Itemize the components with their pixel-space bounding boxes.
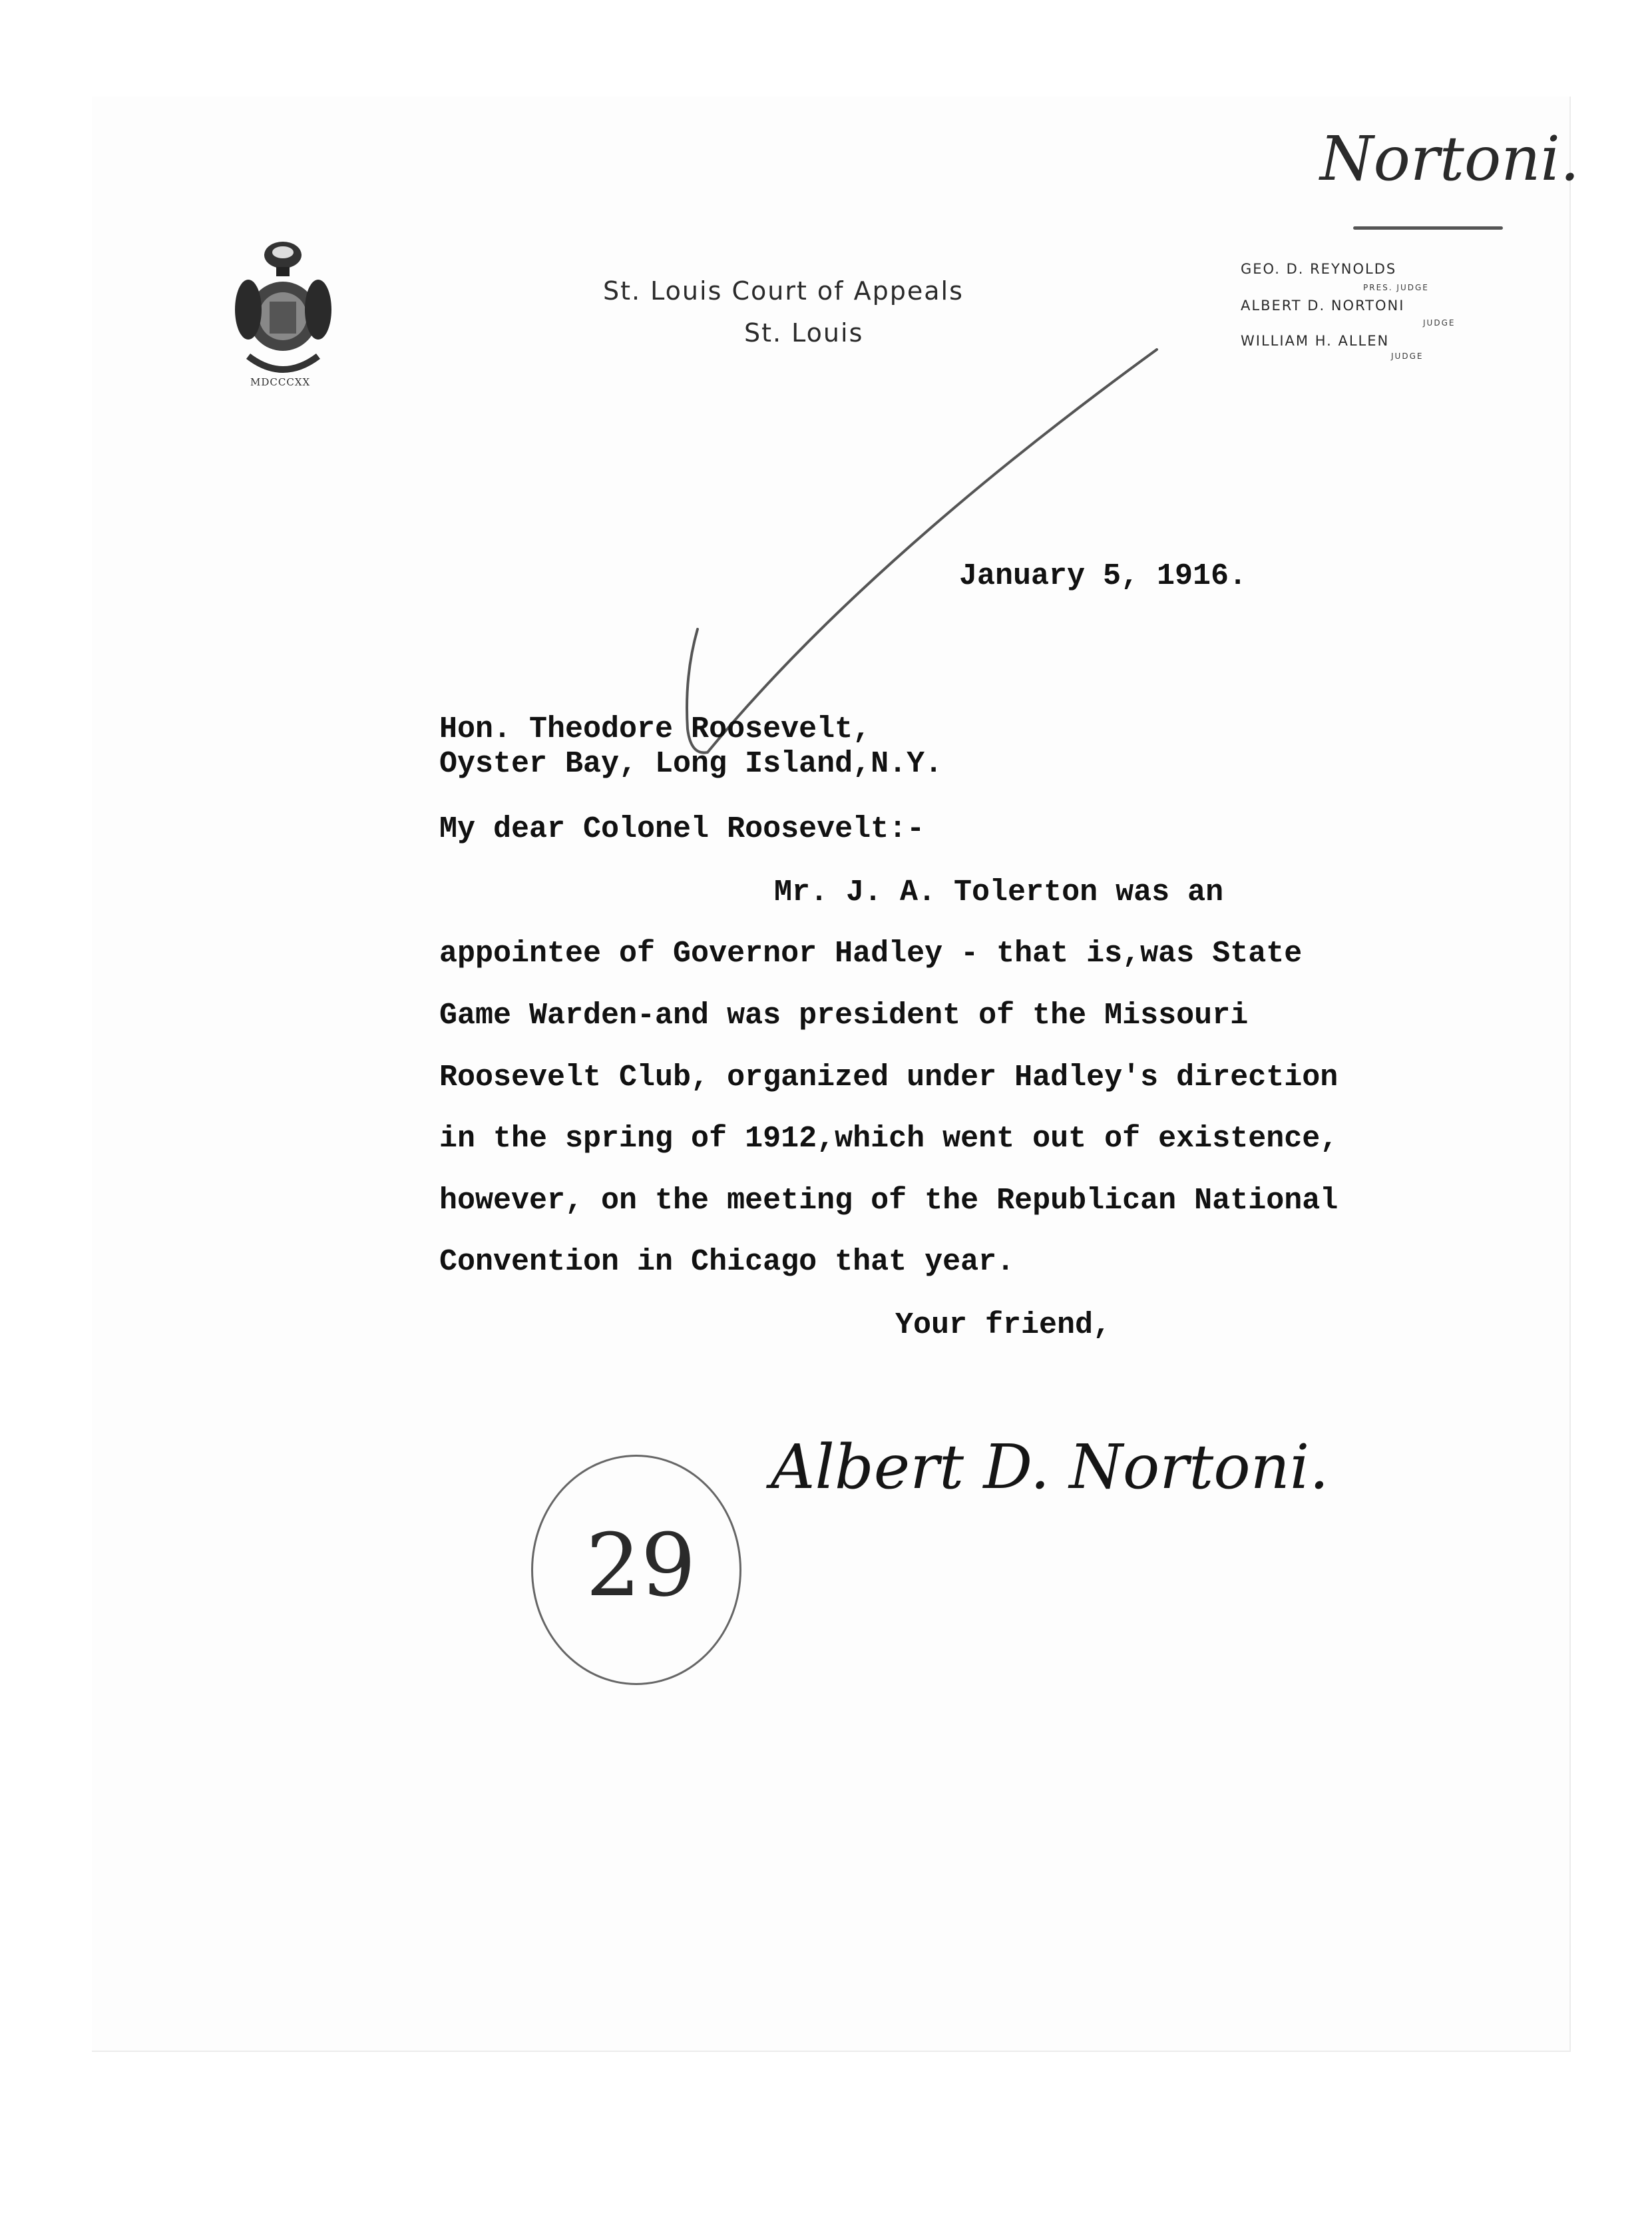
body-line: appointee of Governor Hadley - that is,was State (439, 937, 1303, 971)
judge-name: GEO. D. REYNOLDS (1241, 261, 1397, 277)
salutation: My dear Colonel Roosevelt:- (439, 812, 925, 846)
recipient-address: Oyster Bay, Long Island,N.Y. (439, 747, 943, 781)
body-line: Mr. J. A. Tolerton was an (774, 875, 1224, 909)
letter-page (92, 97, 1580, 2052)
note-underline (1353, 226, 1503, 230)
judge-name: WILLIAM H. ALLEN (1241, 333, 1390, 349)
recipient-name: Hon. Theodore Roosevelt, (439, 712, 871, 746)
page-number: 29 (586, 1515, 696, 1616)
judge-title: JUDGE (1391, 352, 1424, 361)
closing: Your friend, (895, 1308, 1112, 1342)
seal-icon (235, 230, 331, 389)
court-city: St. Louis (744, 318, 864, 348)
judge-title: PRES. JUDGE (1363, 283, 1429, 292)
body-line: Roosevelt Club, organized under Hadley's direction (439, 1061, 1339, 1095)
court-name: St. Louis Court of Appeals (603, 276, 964, 306)
signature: Albert D. Nortoni. (771, 1431, 1329, 1503)
handwritten-name-note: Nortoni. (1320, 123, 1580, 194)
body-line: Convention in Chicago that year. (439, 1245, 1015, 1279)
judge-name: ALBERT D. NORTONI (1241, 298, 1405, 314)
body-line: Game Warden-and was president of the Missouri (439, 999, 1249, 1033)
letter-date: January 5, 1916. (959, 559, 1247, 593)
seal-motto: MDCCCXX (250, 376, 311, 388)
judge-title: JUDGE (1423, 318, 1456, 328)
body-line: however, on the meeting of the Republican National (439, 1184, 1339, 1218)
body-line: in the spring of 1912,which went out of existence, (439, 1122, 1339, 1156)
